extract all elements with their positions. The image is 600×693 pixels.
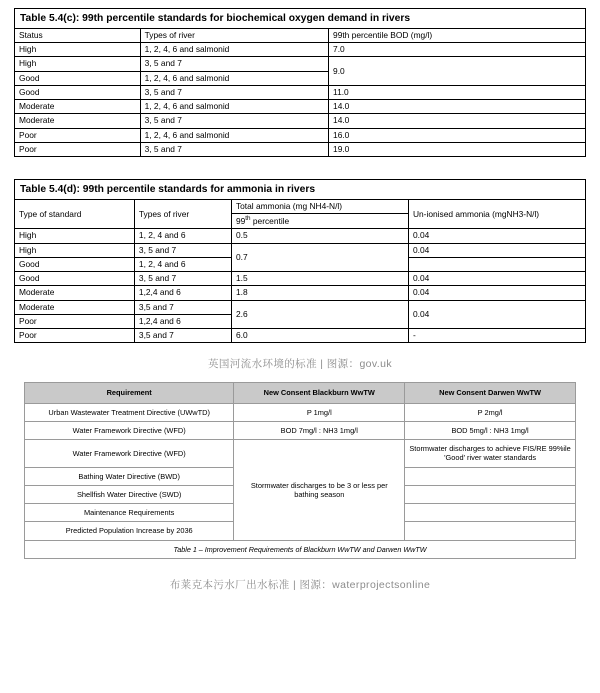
table-ammonia-header-row (15, 200, 586, 214)
cell-unionised: - (408, 329, 585, 343)
table-ammonia-col-unionised: Un-ionised ammonia (mgNH3-N/l) (408, 200, 585, 229)
cell-status: Good (15, 71, 141, 85)
table-row (15, 229, 586, 243)
cell-requirement: Bathing Water Directive (BWD) (25, 467, 234, 485)
cell-types: 1, 2, 4, 6 and salmonid (140, 100, 328, 114)
cell-darwen: BOD 5mg/l : NH3 1mg/l (405, 421, 576, 439)
table-consent-header-row (25, 383, 576, 403)
table-ammonia-col-types: Types of river (134, 200, 231, 229)
caption-middle: 英国河流水环境的标准 | 图源：gov.uk (207, 358, 393, 371)
spacer (14, 157, 586, 179)
cell-types: 3,5 and 7 (134, 329, 231, 343)
cell-status: Moderate (15, 100, 141, 114)
table-row (15, 128, 586, 142)
cell-status: High (15, 57, 141, 71)
cell-unionised (408, 257, 585, 271)
table-consent-footer-row (25, 540, 576, 558)
cell-standard: Good (15, 257, 135, 271)
table-ammonia-subheader-percentile (231, 214, 408, 229)
cell-bod: 7.0 (329, 43, 586, 57)
table-bod-col-bod: 99th percentile BOD (mg/l) (329, 29, 586, 43)
cell-darwen: P 2mg/l (405, 403, 576, 421)
table-bod-container (14, 8, 586, 157)
cell-types: 1, 2, 4 and 6 (134, 229, 231, 243)
table-row (15, 286, 586, 300)
cell-standard: Moderate (15, 286, 135, 300)
cell-status: Good (15, 85, 141, 99)
cell-bod: 11.0 (329, 85, 586, 99)
cell-bod: 19.0 (329, 142, 586, 156)
cell-bod: 9.0 (329, 57, 586, 85)
table-consent (24, 382, 576, 558)
table-consent-container (14, 382, 586, 558)
cell-total: 1.5 (231, 272, 408, 286)
cell-unionised: 0.04 (408, 243, 585, 257)
cell-standard: High (15, 243, 135, 257)
cell-darwen (405, 485, 576, 503)
cell-total: 0.7 (231, 243, 408, 271)
cell-darwen (405, 522, 576, 540)
percentile-number: 99 (235, 216, 246, 227)
table-ammonia-col-total: Total ammonia (mg NH4-N/l) (231, 200, 408, 214)
cell-unionised: 0.04 (408, 300, 585, 328)
table-consent-col-requirement: Requirement (25, 383, 234, 403)
table-bod (14, 28, 586, 157)
cell-types: 3, 5 and 7 (140, 85, 328, 99)
cell-blackburn: BOD 7mg/l : NH3 1mg/l (234, 421, 405, 439)
cell-blackburn: P 1mg/l (234, 403, 405, 421)
cell-requirement: Water Framework Directive (WFD) (25, 421, 234, 439)
cell-types: 3, 5 and 7 (134, 243, 231, 257)
cell-standard: Moderate (15, 300, 135, 314)
table-row (15, 114, 586, 128)
cell-total: 2.6 (231, 300, 408, 328)
table-row (15, 243, 586, 257)
cell-unionised: 0.04 (408, 229, 585, 243)
cell-types: 1, 2, 4, 6 and salmonid (140, 43, 328, 57)
cell-types: 1, 2, 4 and 6 (134, 257, 231, 271)
table-row (15, 43, 586, 57)
table-bod-col-types: Types of river (140, 29, 328, 43)
cell-total: 6.0 (231, 329, 408, 343)
cell-total: 0.5 (231, 229, 408, 243)
cell-types: 1, 2, 4, 6 and salmonid (140, 128, 328, 142)
table-row (15, 85, 586, 99)
table-ammonia-col-standard: Type of standard (15, 200, 135, 229)
table-ammonia (14, 199, 586, 343)
cell-bod: 14.0 (329, 100, 586, 114)
percentile-suffix: th (245, 215, 251, 223)
cell-standard: High (15, 229, 135, 243)
cell-requirement: Urban Wastewater Treatment Directive (UWwTD) (25, 403, 234, 421)
cell-types: 1,2,4 and 6 (134, 314, 231, 328)
table-consent-col-blackburn: New Consent Blackburn WwTW (234, 383, 405, 403)
table-bod-col-status: Status (15, 29, 141, 43)
cell-types: 1,2,4 and 6 (134, 286, 231, 300)
caption-bottom: 布莱克本污水厂出水标准 | 图源：waterprojectsonline (169, 578, 431, 591)
table-row (15, 142, 586, 156)
table-consent-col-darwen: New Consent Darwen WwTW (405, 383, 576, 403)
cell-types: 3, 5 and 7 (134, 272, 231, 286)
cell-requirement: Shellfish Water Directive (SWD) (25, 485, 234, 503)
cell-status: Poor (15, 128, 141, 142)
cell-requirement: Maintenance Requirements (25, 504, 234, 522)
cell-standard: Good (15, 272, 135, 286)
cell-darwen: Stormwater discharges to achieve FIS/RE 99%ile 'Good' river water standards (405, 440, 576, 468)
cell-status: Moderate (15, 114, 141, 128)
cell-darwen (405, 467, 576, 485)
cell-status: High (15, 43, 141, 57)
cell-types: 1, 2, 4, 6 and salmonid (140, 71, 328, 85)
cell-standard: Poor (15, 314, 135, 328)
table-bod-caption: Table 5.4(c): 99th percentile standards for biochemical oxygen demand in rivers (14, 8, 586, 28)
table-row (15, 329, 586, 343)
table-row (15, 272, 586, 286)
table-ammonia-caption: Table 5.4(d): 99th percentile standards for ammonia in rivers (14, 179, 586, 199)
cell-types: 3, 5 and 7 (140, 114, 328, 128)
table-row (25, 440, 576, 468)
cell-darwen (405, 504, 576, 522)
cell-standard: Poor (15, 329, 135, 343)
table-row (25, 403, 576, 421)
table-row (25, 421, 576, 439)
table-bod-header-row (15, 29, 586, 43)
table-row (15, 300, 586, 314)
table-consent-footer: Table 1 – Improvement Requirements of Blackburn WwTW and Darwen WwTW (25, 540, 576, 558)
cell-blackburn: Stormwater discharges to be 3 or less per bathing season (234, 440, 405, 541)
cell-bod: 14.0 (329, 114, 586, 128)
table-row (15, 100, 586, 114)
cell-types: 3, 5 and 7 (140, 57, 328, 71)
table-ammonia-container (14, 179, 586, 343)
cell-bod: 16.0 (329, 128, 586, 142)
cell-types: 3,5 and 7 (134, 300, 231, 314)
percentile-label: percentile (250, 216, 290, 227)
cell-unionised: 0.04 (408, 272, 585, 286)
cell-unionised: 0.04 (408, 286, 585, 300)
cell-requirement: Predicted Population Increase by 2036 (25, 522, 234, 540)
cell-types: 3, 5 and 7 (140, 142, 328, 156)
cell-status: Poor (15, 142, 141, 156)
cell-requirement: Water Framework Directive (WFD) (25, 440, 234, 468)
cell-total: 1.8 (231, 286, 408, 300)
table-row (15, 57, 586, 71)
